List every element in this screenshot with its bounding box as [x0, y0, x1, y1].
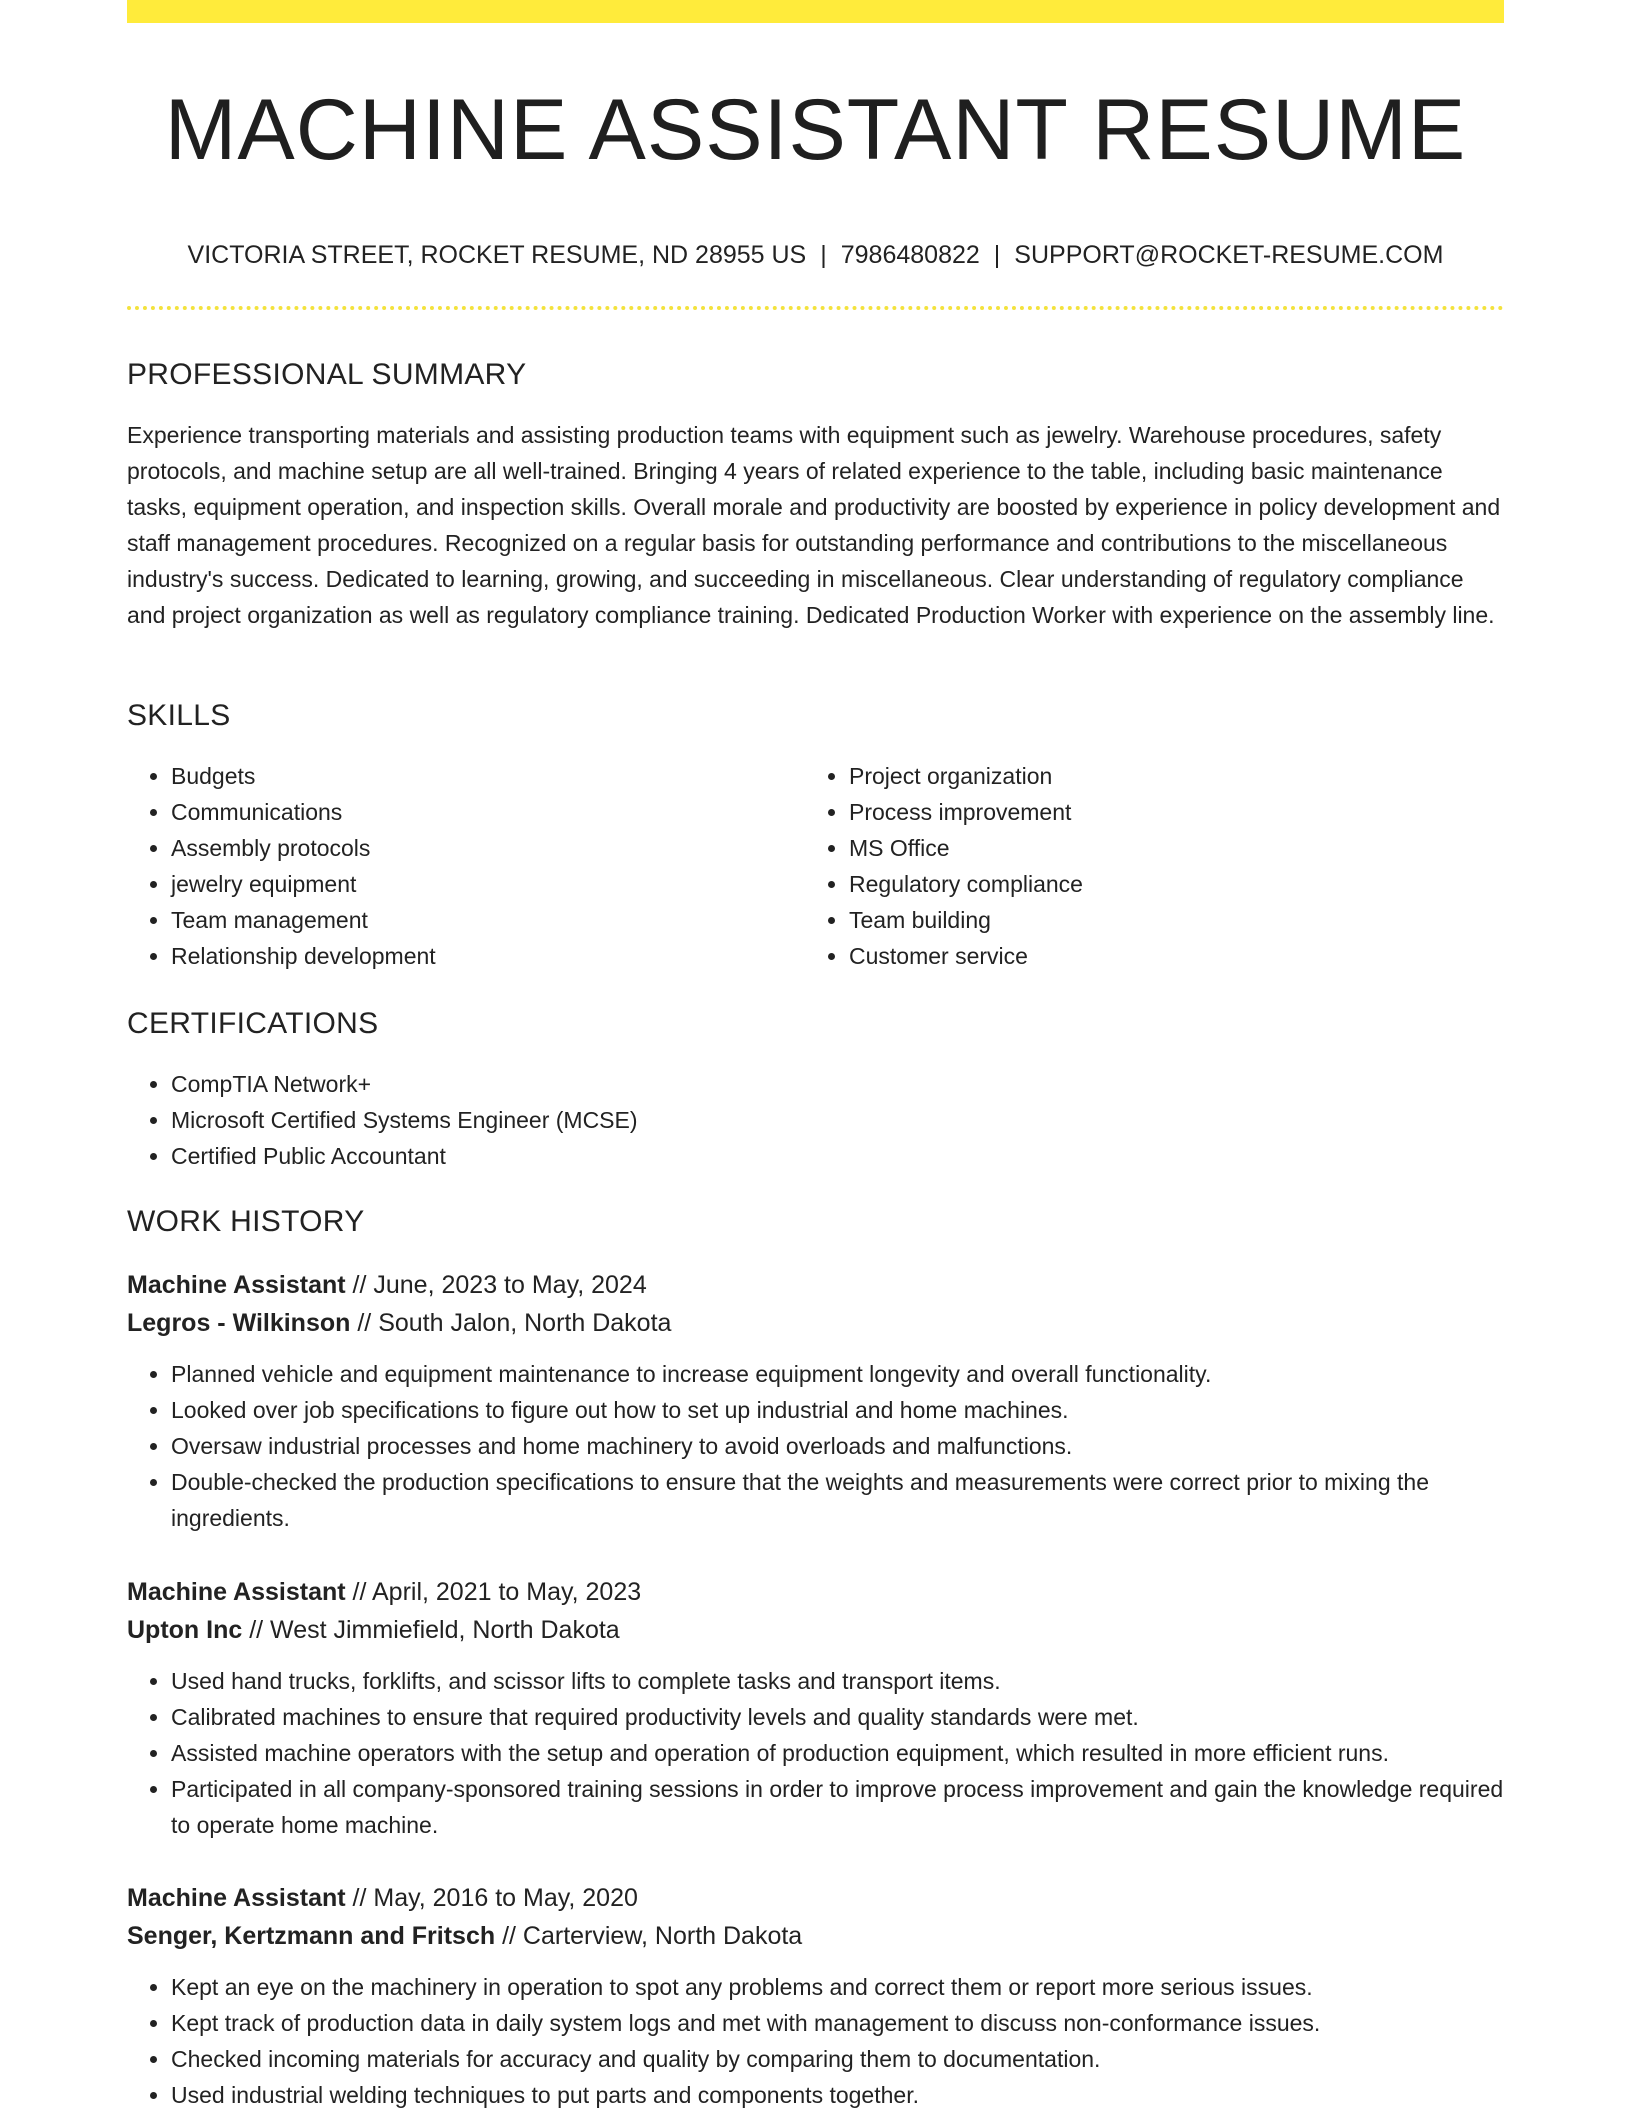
job-dates: // May, 2016 to May, 2020 — [345, 1884, 638, 1912]
contact-phone: 7986480822 — [840, 241, 980, 269]
top-accent-bar — [127, 0, 1504, 23]
skills-heading: SKILLS — [127, 699, 231, 732]
contact-line — [127, 238, 1504, 272]
job-location: // Carterview, North Dakota — [495, 1922, 803, 1950]
resume-title: MACHINE ASSISTANT RESUME — [164, 82, 1467, 178]
job-title: Machine Assistant — [127, 1578, 346, 1606]
skill-item: • jewelry equipment — [171, 866, 767, 902]
job-bullet: • Participated in all company-sponsored training sessions in order to improve process improvement and gain the knowledge required to operate home machine. — [171, 1771, 1504, 1843]
job-entry — [127, 1266, 1504, 1536]
job-dates: // April, 2021 to May, 2023 — [345, 1578, 642, 1606]
job-company: Legros - Wilkinson — [127, 1309, 351, 1337]
certification-item: • Microsoft Certified Systems Engineer (MCSE) — [171, 1102, 1504, 1138]
skill-item: • Assembly protocols — [171, 830, 767, 866]
job-bullet: • Assisted machine operators with the setup and operation of production equipment, which resulted in more efficient runs. — [171, 1735, 1504, 1771]
job-company-line — [127, 1304, 1504, 1342]
skill-item: • Process improvement — [849, 794, 1445, 830]
job-bullet: • Used hand trucks, forklifts, and scissor lifts to complete tasks and transport items. — [171, 1663, 1504, 1699]
job-bullets — [127, 1969, 1504, 2113]
skill-item: • Budgets — [171, 758, 767, 794]
contact-separator: | — [820, 241, 827, 269]
job-company-line — [127, 1611, 1504, 1649]
work-history-heading: WORK HISTORY — [127, 1205, 365, 1238]
skill-item: • Customer service — [849, 938, 1445, 974]
job-bullet: • Looked over job specifications to figure out how to set up industrial and home machines. — [171, 1392, 1504, 1428]
certification-item: • Certified Public Accountant — [171, 1138, 1504, 1174]
job-bullets — [127, 1356, 1504, 1536]
contact-address: VICTORIA STREET, ROCKET RESUME, ND 28955 US — [187, 241, 807, 269]
contact-separator: | — [993, 241, 1001, 269]
summary-heading: PROFESSIONAL SUMMARY — [127, 358, 527, 391]
certifications-list-wrap — [127, 1066, 1504, 1174]
job-entry — [127, 1879, 1504, 2113]
job-company: Senger, Kertzmann and Fritsch — [127, 1922, 496, 1950]
skills-right-list — [805, 758, 1445, 974]
certification-item: • CompTIA Network+ — [171, 1066, 1504, 1102]
job-title: Machine Assistant — [127, 1884, 346, 1912]
job-entry — [127, 1573, 1504, 1843]
skill-item: • Communications — [171, 794, 767, 830]
skill-item: • Relationship development — [171, 938, 767, 974]
skills-right-column — [805, 758, 1445, 974]
job-bullets — [127, 1663, 1504, 1843]
job-location: // West Jimmiefield, North Dakota — [242, 1616, 620, 1644]
job-company: Upton Inc — [127, 1616, 243, 1644]
skills-left-column — [127, 758, 767, 974]
skill-item: • MS Office — [849, 830, 1445, 866]
skill-item: • Project organization — [849, 758, 1445, 794]
contact-email[interactable]: SUPPORT@ROCKET-RESUME.COM — [1014, 241, 1444, 269]
skill-item: • Team management — [171, 902, 767, 938]
skills-left-list — [127, 758, 767, 974]
skill-item: • Regulatory compliance — [849, 866, 1445, 902]
job-title: Machine Assistant — [127, 1271, 346, 1299]
job-location: // South Jalon, North Dakota — [350, 1309, 672, 1337]
job-bullet: • Planned vehicle and equipment maintenance to increase equipment longevity and overall functionality. — [171, 1356, 1504, 1392]
job-title-line — [127, 1879, 1504, 1917]
job-bullet: • Used industrial welding techniques to put parts and components together. — [171, 2077, 1504, 2113]
job-title-line — [127, 1266, 1504, 1304]
certifications-list — [127, 1066, 1504, 1174]
summary-text: Experience transporting materials and assisting production teams with equipment such as jewelry. Warehouse procedures, safety protocols, and machine setup are all well-trained. Bringing 4 years of related experience to the table, including basic maintenance tasks, equipment operation, and inspection skills. Overall morale and productivity are boosted by experience in policy development and staff management procedures. Recognized on a regular basis for outstanding performance and contributions to the miscellaneous industry's success. Dedicated to learning, growing, and succeeding in miscellaneous. Clear understanding of regulatory compliance and project organization as well as regulatory compliance training. Dedicated Production Worker with experience on the assembly line. — [127, 422, 1501, 628]
job-bullet: • Calibrated machines to ensure that required productivity levels and quality standards were met. — [171, 1699, 1504, 1735]
header-divider — [127, 306, 1504, 310]
job-bullet: • Kept track of production data in daily system logs and met with management to discuss non-conformance issues. — [171, 2005, 1504, 2041]
job-bullet: • Double-checked the production specifications to ensure that the weights and measurements were correct prior to mixing the ingredients. — [171, 1464, 1504, 1536]
job-bullet: • Oversaw industrial processes and home machinery to avoid overloads and malfunctions. — [171, 1428, 1504, 1464]
job-title-line — [127, 1573, 1504, 1611]
certifications-heading: CERTIFICATIONS — [127, 1007, 379, 1040]
job-bullet: • Checked incoming materials for accuracy and quality by comparing them to documentation. — [171, 2041, 1504, 2077]
skill-item: • Team building — [849, 902, 1445, 938]
job-bullet: • Kept an eye on the machinery in operation to spot any problems and correct them or report more serious issues. — [171, 1969, 1504, 2005]
job-dates: // June, 2023 to May, 2024 — [345, 1271, 647, 1299]
job-company-line — [127, 1917, 1504, 1955]
